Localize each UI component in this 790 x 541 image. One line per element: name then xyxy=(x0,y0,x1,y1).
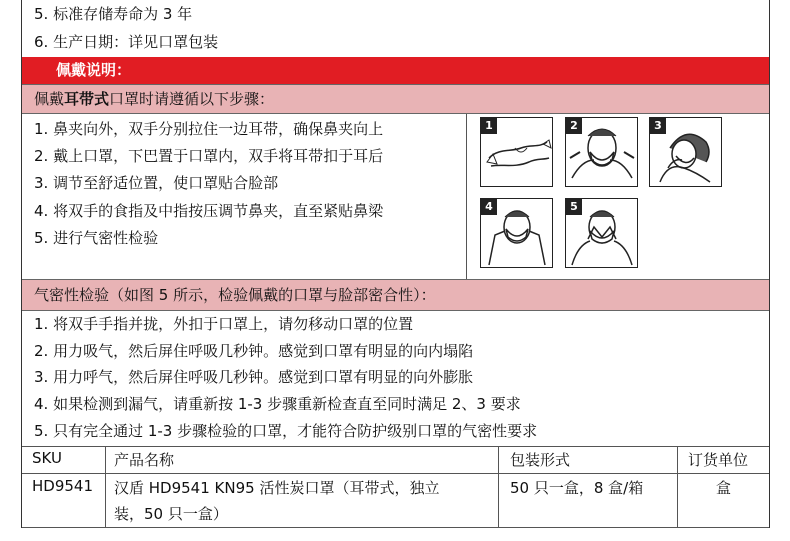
table-cell-sku: HD9541 xyxy=(32,477,94,495)
step2-illustration xyxy=(565,117,638,187)
adjusting-mask-icon xyxy=(650,118,723,188)
table-cell-product-name-line1: 汉盾 HD9541 KN95 活性炭口罩（耳带式，独立 xyxy=(114,479,440,497)
product-spec-document xyxy=(21,0,770,528)
table-header-order-unit: 订货单位 xyxy=(688,451,749,469)
banner-title: 佩戴说明： xyxy=(56,61,132,79)
table-header-border xyxy=(22,473,769,474)
table-header-product-name: 产品名称 xyxy=(114,451,175,469)
spec-production-date: 6. 生产日期：详见口罩包装 xyxy=(34,33,219,51)
fit-check-icon xyxy=(566,199,639,269)
table-bottom-border xyxy=(22,527,769,528)
figure-number: 3 xyxy=(650,118,666,134)
figure-number: 4 xyxy=(481,199,497,215)
spec-storage-life: 5. 标准存储寿命为 3 年 xyxy=(34,5,193,23)
table-col-divider xyxy=(498,446,499,528)
figure-number: 5 xyxy=(566,199,582,215)
wearing-step: 5. 进行气密性检验 xyxy=(34,229,159,247)
wearing-subheader xyxy=(22,84,769,114)
wearing-step: 1. 鼻夹向外，双手分别拉住一边耳带，确保鼻夹向上 xyxy=(34,120,384,138)
table-cell-packaging: 50 只一盒，8 盒/箱 xyxy=(510,479,644,497)
subheader-text xyxy=(34,85,274,113)
wearing-step: 4. 将双手的食指及中指按压调节鼻夹，直至紧贴鼻梁 xyxy=(34,202,384,220)
spec-line xyxy=(22,30,769,55)
table-top-border xyxy=(22,446,769,447)
figure-number: 2 xyxy=(566,118,582,134)
subheader-post: 口罩时请遵循以下步骤： xyxy=(109,90,275,108)
pressing-nose-clip-icon xyxy=(481,199,554,269)
table-header-packaging: 包装形式 xyxy=(510,451,571,469)
table-col-divider xyxy=(105,446,106,528)
table-cell-order-unit: 盒 xyxy=(716,479,732,497)
fit-check-item: 4. 如果检测到漏气，请重新按 1-3 步骤重新检查直至同时满足 2、3 要求 xyxy=(34,395,521,413)
table-header-sku: SKU xyxy=(32,449,62,467)
fit-check-title: 气密性检验（如图 5 所示，检验佩戴的口罩与脸部密合性）： xyxy=(34,286,436,304)
subheader-bold: 耳带式 xyxy=(64,90,110,108)
fit-check-item: 3. 用力呼气，然后屏住呼吸几秒钟。感觉到口罩有明显的向外膨胀 xyxy=(34,368,474,386)
fit-check-header xyxy=(22,279,769,311)
step4-illustration xyxy=(480,198,553,268)
wearing-step: 3. 调节至舒适位置，使口罩贴合脸部 xyxy=(34,174,279,192)
hands-holding-mask-icon xyxy=(481,118,554,188)
step1-illustration xyxy=(480,117,553,187)
fit-check-item: 2. 用力吸气，然后屏住呼吸几秒钟。感觉到口罩有明显的向内塌陷 xyxy=(34,342,474,360)
step5-illustration xyxy=(565,198,638,268)
wearing-step: 2. 戴上口罩，下巴置于口罩内，双手将耳带扣于耳后 xyxy=(34,147,384,165)
subheader-pre: 佩戴 xyxy=(34,90,65,108)
spec-line xyxy=(22,2,769,27)
table-cell-product-name-line2: 装，50 只一盒） xyxy=(114,505,228,523)
wearing-instructions-banner xyxy=(22,57,769,84)
table-col-divider xyxy=(677,446,678,528)
figure-number: 1 xyxy=(481,118,497,134)
step3-illustration xyxy=(649,117,722,187)
fit-check-item: 1. 将双手手指并拢，外扣于口罩上，请勿移动口罩的位置 xyxy=(34,315,414,333)
face-wearing-mask-icon xyxy=(566,118,639,188)
steps-divider xyxy=(466,114,467,279)
fit-check-item: 5. 只有完全通过 1-3 步骤检验的口罩，才能符合防护级别口罩的气密性要求 xyxy=(34,422,538,440)
